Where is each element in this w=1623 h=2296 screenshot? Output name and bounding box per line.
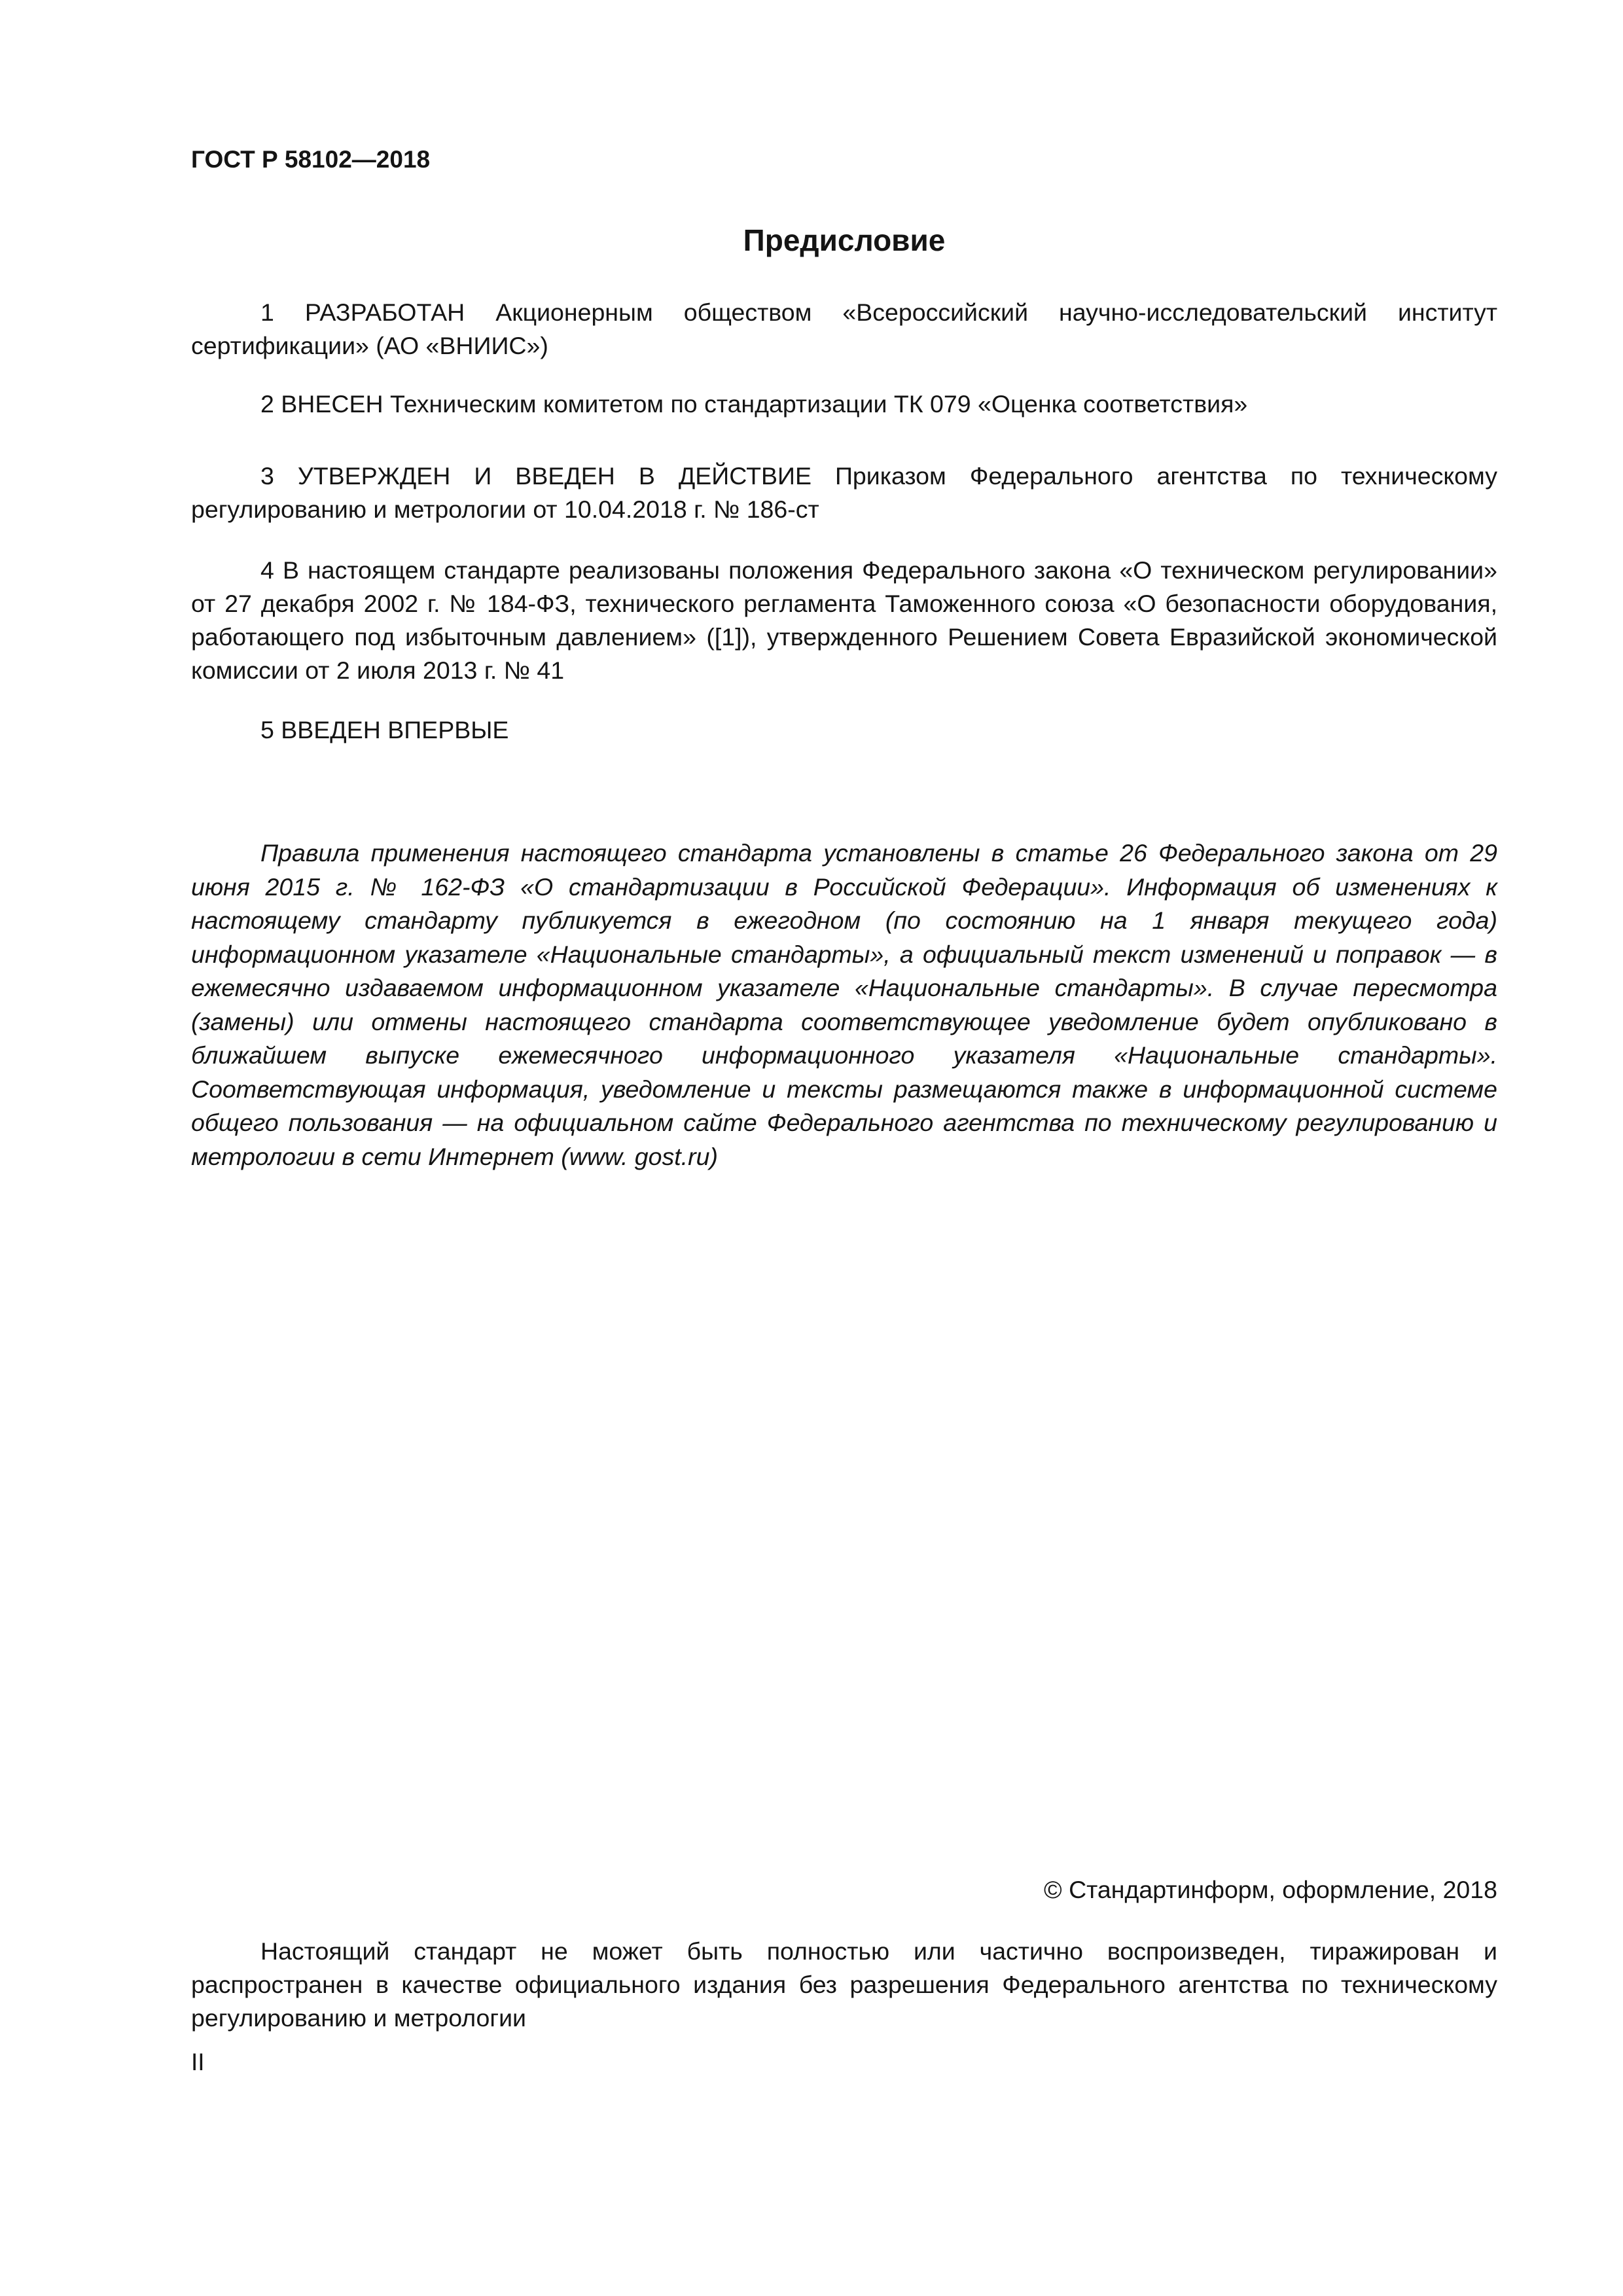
foreword-paragraph: 1 РАЗРАБОТАН Акционерным обществом «Всероссийский научно-исследовательский институт сертификации» (АО «ВНИИС») <box>191 298 1497 359</box>
foreword-paragraph: 4 В настоящем стандарте реализованы положения Федерального закона «О техническом регулировании» от 27 декабря 2002 г. № 184-ФЗ, технического регламента Таможенного союза «О безопасности оборудования, работающего под избыточным давлением» ([1]), утвержденного Решением Совета Евразийской экономической комиссии от 2 июля 2013 г. № 41 <box>191 556 1497 684</box>
standard-code-header: ГОСТ Р 58102—2018 <box>191 146 431 173</box>
foreword-item-3 <box>191 459 1497 526</box>
foreword-paragraph: 3 УТВЕРЖДЕН И ВВЕДЕН В ДЕЙСТВИЕ Приказом Федерального агентства по техническому регулированию и метрологии от 10.04.2018 г. № 186-ст <box>191 462 1497 523</box>
copyright-line: © Стандартинформ, оформление, 2018 <box>1044 1876 1497 1903</box>
foreword-item-5 <box>191 713 1497 747</box>
application-rules-block <box>191 836 1497 1174</box>
foreword-item-4 <box>191 554 1497 687</box>
page-title: Предисловие <box>743 223 946 257</box>
foreword-item-2 <box>191 387 1497 421</box>
application-rules-text: Правила применения настоящего стандарта установлены в статье 26 Федерального закона от 29 июня 2015 г. № 162-ФЗ «О стандартизации в Российской Федерации». Информация об изменениях к настоящему стандарту публикуется в ежегодном (по состоянию на 1 января текущего года) информационном указателе «Национальные стандарты», а официальный текст изменений и поправок — в ежемесячно издаваемом информационном указателе «Национальные стандарты». В случае пересмотра (замены) или отмены настоящего стандарта соответствующее уведомление будет опубликовано в ближайшем выпуске ежемесячного информационного указателя «Национальные стандарты». Соответствующая информация, уведомление и тексты размещаются также в информационной системе общего пользования — на официальном сайте Федерального агентства по техническому регулированию и метрологии в сети Интернет (www. gost.ru) <box>191 839 1497 1170</box>
foreword-paragraph: 5 ВВЕДЕН ВПЕРВЫЕ <box>260 716 509 744</box>
foreword-item-1 <box>191 296 1497 363</box>
foreword-paragraph: 2 ВНЕСЕН Техническим комитетом по стандартизации ТК 079 «Оценка соответствия» <box>260 390 1248 418</box>
page-number: II <box>191 2049 205 2075</box>
reproduction-notice: Настоящий стандарт не может быть полностью или частично воспроизведен, тиражирован и распространен в качестве официального издания без разрешения Федерального агентства по техническому регулированию и метрологии <box>191 1937 1497 2032</box>
